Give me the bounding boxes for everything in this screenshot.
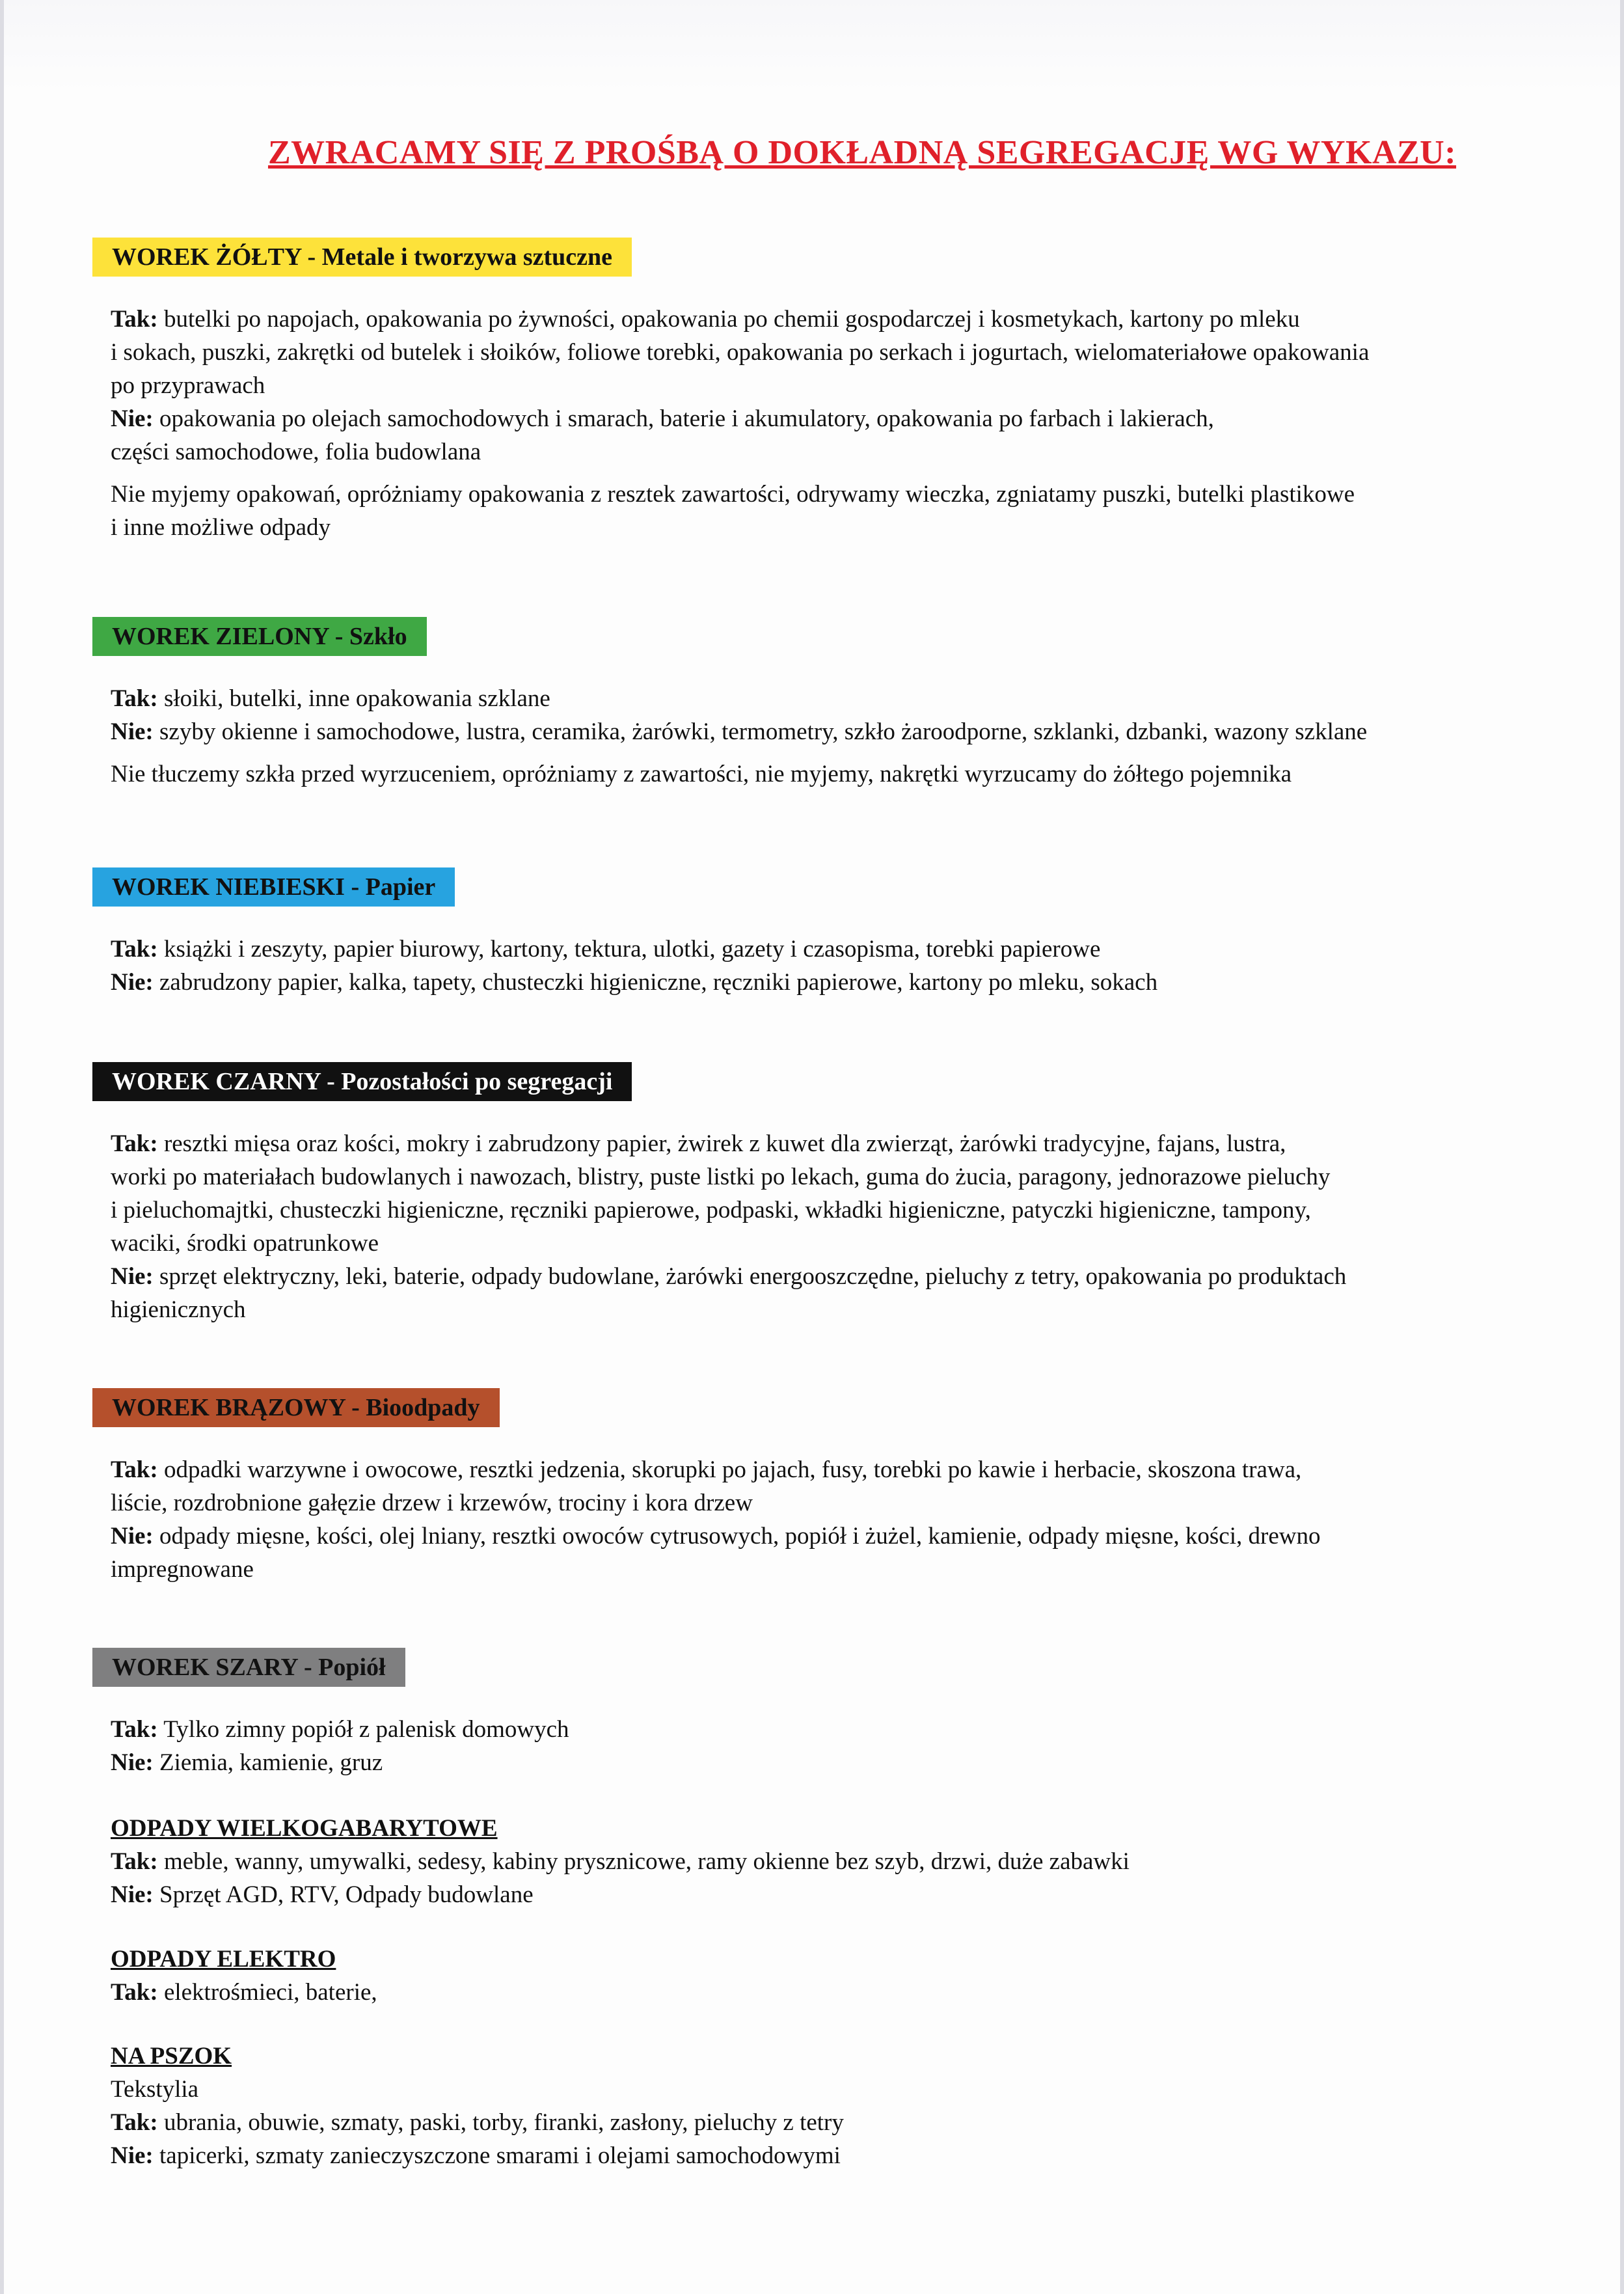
no-line: Nie: zabrudzony papier, kalka, tapety, chusteczki higieniczne, ręczniki papierowe, kartony po mleku, sokach <box>111 969 1158 996</box>
bag-description <box>111 1127 1542 1326</box>
no-label: Nie: <box>111 1749 154 1776</box>
bag-description <box>111 303 1542 544</box>
bag-label-blue <box>92 867 455 907</box>
bag-label-grey <box>92 1648 405 1687</box>
yes-label: Tak: <box>111 306 158 333</box>
no-line: Nie: Ziemia, kamienie, gruz <box>111 1749 383 1776</box>
bag-label-green <box>92 617 427 656</box>
no-line: higienicznych <box>111 1296 246 1323</box>
section-heading: ODPADY WIELKOGABARYTOWE <box>111 1815 498 1842</box>
no-label: Nie: <box>111 1523 154 1550</box>
no-label: Nie: <box>111 718 154 745</box>
bag-category: - Popiół <box>303 1654 386 1681</box>
section-pszok <box>111 2040 1542 2172</box>
bag-description <box>111 682 1542 791</box>
no-line: Nie: szyby okienne i samochodowe, lustra, ceramika, żarówki, termometry, szkło żaroodporne, szklanki, dzbanki, wazony szklane <box>111 718 1368 745</box>
no-line: Nie: odpady mięsne, kości, olej lniany, resztki owoców cytrusowych, popiół i żużel, kamienie, odpady mięsne, kości, drewno <box>111 1523 1321 1550</box>
yes-line: worki po materiałach budowlanych i nawozach, blistry, puste listki po lekach, guma do żucia, paragony, jednorazowe pieluchy <box>111 1164 1331 1190</box>
yes-line: Tak: słoiki, butelki, inne opakowania szklane <box>111 685 550 712</box>
yes-line: Tak: meble, wanny, umywalki, sedesy, kabiny prysznicowe, ramy okienne bez szyb, drzwi, duże zabawki <box>111 1848 1130 1875</box>
yes-line: liście, rozdrobnione gałęzie drzew i krzewów, trociny i kora drzew <box>111 1490 753 1516</box>
yes-line: i pieluchomajtki, chusteczki higieniczne, ręczniki papierowe, podpaski, wkładki higieniczne, patyczki higieniczne, tampony, <box>111 1197 1311 1223</box>
bag-name: WOREK NIEBIESKI <box>112 873 345 901</box>
bag-name: WOREK SZARY <box>112 1654 298 1681</box>
bag-name: WOREK CZARNY <box>112 1068 321 1095</box>
yes-line: Tak: Tylko zimny popiół z palenisk domowych <box>111 1716 569 1743</box>
yes-line: Tak: elektrośmieci, baterie, <box>111 1979 377 2006</box>
yes-line: Tak: książki i zeszyty, papier biurowy, kartony, tektura, ulotki, gazety i czasopisma, torebki papierowe <box>111 936 1101 963</box>
bag-name: WOREK BRĄZOWY <box>112 1394 345 1421</box>
section-heading: ODPADY ELEKTRO <box>111 1946 336 1973</box>
scan-edge-right <box>1620 0 1624 2294</box>
yes-line: Tak: odpadki warzywne i owocowe, resztki jedzenia, skorupki po jajach, fusy, torebki po kawie i herbacie, skoszona trawa, <box>111 1456 1302 1483</box>
yes-line: po przyprawach <box>111 372 265 399</box>
note-line: i inne możliwe odpady <box>111 514 331 541</box>
no-line: części samochodowe, folia budowlana <box>111 439 481 465</box>
yes-line: Tak: ubrania, obuwie, szmaty, paski, torby, firanki, zasłony, pieluchy z tetry <box>111 2109 844 2136</box>
bag-description <box>111 1713 1542 1779</box>
yes-line: Tak: resztki mięsa oraz kości, mokry i zabrudzony papier, żwirek z kuwet dla zwierząt, żarówki tradycyjne, fajans, lustra, <box>111 1130 1286 1157</box>
no-line: Nie: sprzęt elektryczny, leki, baterie, odpady budowlane, żarówki energooszczędne, pieluchy z tetry, opakowania po produktach <box>111 1263 1347 1290</box>
section-bulky-waste <box>111 1812 1542 1911</box>
bag-description <box>111 933 1542 999</box>
no-label: Nie: <box>111 1263 154 1290</box>
no-line: Nie: Sprzęt AGD, RTV, Odpady budowlane <box>111 1881 534 1908</box>
yes-label: Tak: <box>111 2109 158 2136</box>
note-line: Nie tłuczemy szkła przed wyrzuceniem, opróżniamy z zawartości, nie myjemy, nakrętki wyrzucamy do żółtego pojemnika <box>111 761 1292 787</box>
no-label: Nie: <box>111 1881 154 1908</box>
no-label: Nie: <box>111 2142 154 2169</box>
yes-label: Tak: <box>111 1848 158 1875</box>
bag-description <box>111 1453 1542 1586</box>
yes-line: waciki, środki opatrunkowe <box>111 1230 379 1257</box>
yes-label: Tak: <box>111 1979 158 2006</box>
bag-category: - Pozostałości po segregacji <box>327 1068 613 1095</box>
section-electro-waste <box>111 1943 1542 2009</box>
section-heading: NA PSZOK <box>111 2043 232 2069</box>
page-title: ZWRACAMY SIĘ Z PROŚBĄ O DOKŁADNĄ SEGREGACJĘ WG WYKAZU: <box>267 134 1457 171</box>
no-label: Nie: <box>111 969 154 996</box>
note-line: Nie myjemy opakowań, opróżniamy opakowania z resztek zawartości, odrywamy wieczka, zgniatamy puszki, butelki plastikowe <box>111 481 1355 508</box>
bag-name: WOREK ŻÓŁTY <box>112 243 302 271</box>
yes-label: Tak: <box>111 1130 158 1157</box>
bag-label-brown <box>92 1388 500 1427</box>
bag-category: - Szkło <box>334 623 407 650</box>
no-line: Nie: tapicerki, szmaty zanieczyszczone smarami i olejami samochodowymi <box>111 2142 841 2169</box>
scan-edge-left <box>0 0 4 2294</box>
yes-label: Tak: <box>111 1456 158 1483</box>
bag-category: - Papier <box>351 873 436 901</box>
bag-category: - Metale i tworzywa sztuczne <box>307 243 612 271</box>
yes-label: Tak: <box>111 685 158 712</box>
no-label: Nie: <box>111 405 154 432</box>
yes-label: Tak: <box>111 1716 158 1743</box>
bag-name: WOREK ZIELONY <box>112 623 329 650</box>
no-line: Nie: opakowania po olejach samochodowych i smarach, baterie i akumulatory, opakowania po farbach i lakierach, <box>111 405 1214 432</box>
yes-line: i sokach, puszki, zakrętki od butelek i słoików, foliowe torebki, opakowania po serkach i jogurtach, wielomateriałowe opakowania <box>111 339 1370 366</box>
bag-label-yellow <box>92 238 632 277</box>
bag-category: - Bioodpady <box>351 1394 480 1421</box>
bag-label-black <box>92 1062 632 1101</box>
yes-label: Tak: <box>111 936 158 963</box>
yes-line: Tak: butelki po napojach, opakowania po żywności, opakowania po chemii gospodarczej i kosmetykach, kartony po mleku <box>111 306 1300 333</box>
section-subtitle: Tekstylia <box>111 2076 199 2103</box>
no-line: impregnowane <box>111 1556 254 1583</box>
